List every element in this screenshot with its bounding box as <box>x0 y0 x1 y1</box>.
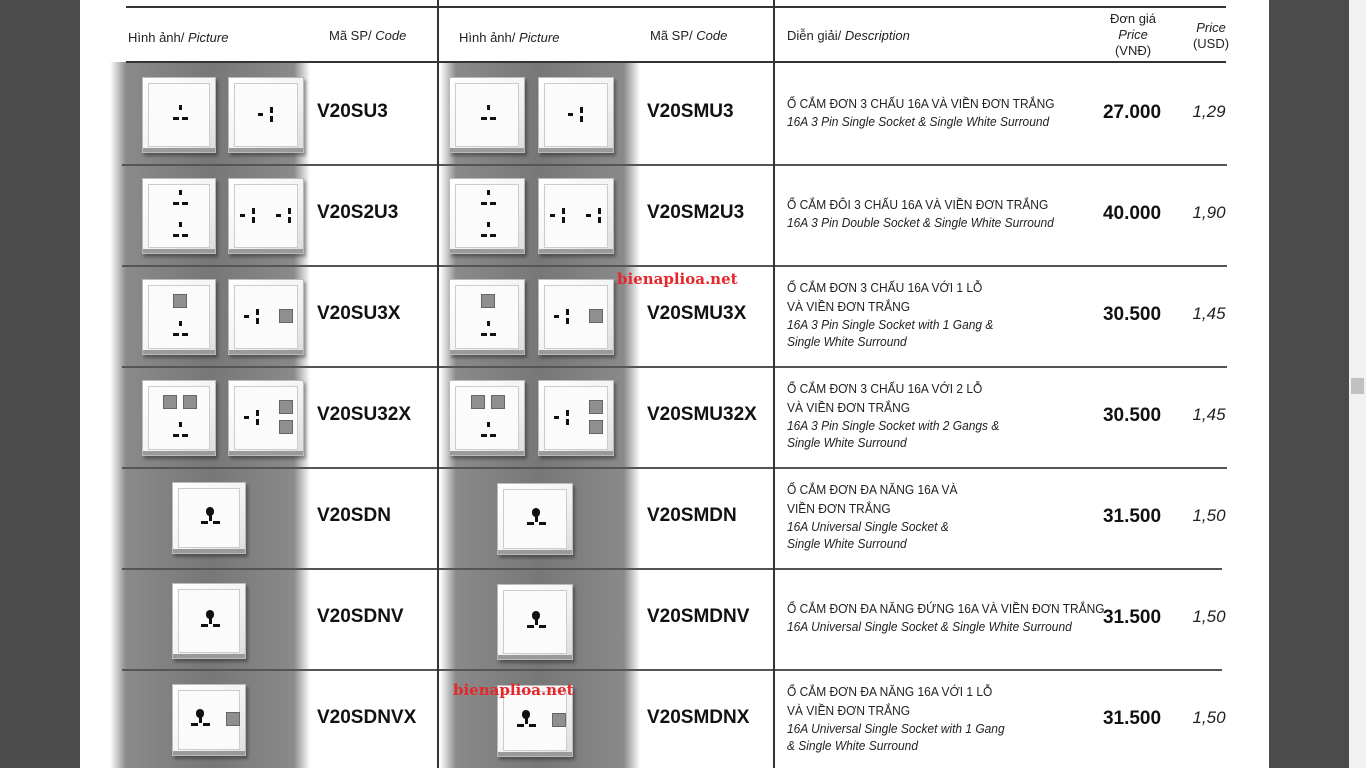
socket-pin <box>179 422 182 427</box>
divider-1 <box>437 0 439 768</box>
price-usd: 1,90 <box>1192 202 1226 222</box>
socket-pin <box>490 117 496 120</box>
description-vi-line: Ổ CẮM ĐƠN 3 CHẤU 16A VỚI 1 LỖ <box>787 279 983 295</box>
gang-slot <box>173 294 187 308</box>
socket-pin <box>276 214 281 217</box>
price-usd: 1,50 <box>1192 606 1226 626</box>
plate-edge <box>450 249 524 253</box>
socket-pin <box>487 190 490 195</box>
description-vi-line: VÀ VIỀN ĐƠN TRẮNG <box>787 399 911 415</box>
price-usd: 1,45 <box>1192 404 1226 424</box>
socket-pin <box>535 515 538 522</box>
product-description <box>787 278 993 350</box>
price-usd: 1,50 <box>1192 505 1226 525</box>
plate-edge <box>173 751 245 755</box>
row-rule <box>122 669 1222 671</box>
plate-edge <box>498 655 572 659</box>
plate-edge <box>539 148 613 152</box>
gang-slot <box>279 309 293 323</box>
plate-frame <box>234 83 298 147</box>
plate-edge <box>498 550 572 554</box>
product-code-a: V20SDNV <box>317 605 404 627</box>
socket-pin <box>179 222 182 227</box>
socket-pin <box>554 315 559 318</box>
socket-pin <box>252 208 255 214</box>
price-usd: 1,50 <box>1192 707 1226 727</box>
description-en-line: Single White Surround <box>787 434 907 450</box>
socket-pin <box>213 521 220 524</box>
socket-pin <box>517 724 524 727</box>
socket-pin <box>173 117 179 120</box>
plate-edge <box>450 148 524 152</box>
product-code-b: V20SMU3X <box>647 302 747 324</box>
socket-pin <box>481 117 487 120</box>
description-en-line: & Single White Surround <box>787 737 918 753</box>
socket-pin <box>481 333 487 336</box>
socket-plate-image <box>538 77 614 153</box>
socket-plate-image <box>172 482 246 554</box>
document-page <box>80 0 1269 768</box>
socket-pin <box>566 419 569 425</box>
divider-2 <box>773 0 775 768</box>
socket-pin <box>487 105 490 110</box>
socket-pin <box>182 117 188 120</box>
product-code-a: V20SDNVX <box>317 706 417 728</box>
socket-pin <box>240 214 245 217</box>
socket-pin <box>179 105 182 110</box>
header-code-a: Mã SP/ Code <box>329 28 407 43</box>
socket-pin <box>487 222 490 227</box>
product-description <box>787 195 1054 231</box>
plate-edge <box>539 249 613 253</box>
price-vnd: 31.500 <box>1102 707 1162 729</box>
gang-slot <box>279 420 293 434</box>
socket-pin <box>182 333 188 336</box>
socket-pin <box>288 208 291 214</box>
product-description <box>787 480 957 552</box>
socket-pin <box>256 318 259 324</box>
socket-pin <box>562 208 565 214</box>
product-description <box>787 599 1105 635</box>
socket-pin <box>529 724 536 727</box>
product-code-a: V20S2U3 <box>317 201 399 223</box>
socket-plate-image <box>172 583 246 659</box>
plate-edge <box>498 752 572 756</box>
socket-pin <box>182 234 188 237</box>
socket-plate-image <box>228 279 304 355</box>
socket-plate-image <box>449 178 525 254</box>
plate-edge <box>229 148 303 152</box>
description-vi-line: VIỀN ĐƠN TRẮNG <box>787 500 891 516</box>
plate-frame <box>544 83 608 147</box>
socket-pin <box>173 434 179 437</box>
socket-pin <box>586 214 591 217</box>
socket-pin <box>191 723 198 726</box>
socket-pin <box>481 234 487 237</box>
socket-plate-image <box>172 684 246 756</box>
description-vi-line: VÀ VIỀN ĐƠN TRẮNG <box>787 298 911 314</box>
gang-slot <box>279 400 293 414</box>
product-code-b: V20SMDN <box>647 504 737 526</box>
socket-plate-image <box>497 483 573 555</box>
socket-pin <box>566 318 569 324</box>
socket-pin <box>580 107 583 113</box>
socket-plate-image <box>142 279 216 355</box>
socket-plate-image <box>449 279 525 355</box>
watermark-1: bienaplioa.net <box>617 270 738 288</box>
product-code-a: V20SU3 <box>317 100 388 122</box>
plate-edge <box>143 350 215 354</box>
price-usd: 1,29 <box>1192 101 1226 121</box>
plate-frame <box>148 83 210 147</box>
row-rule <box>122 467 1227 469</box>
header-rule <box>126 61 1226 63</box>
description-vi-line: Ổ CẮM ĐƠN ĐA NĂNG ĐỨNG 16A VÀ VIỀN ĐƠN TRẮNG <box>787 600 1105 616</box>
plate-edge <box>539 451 613 455</box>
socket-pin <box>598 208 601 214</box>
socket-pin <box>490 434 496 437</box>
price-vnd: 27.000 <box>1102 101 1162 123</box>
socket-pin <box>244 315 249 318</box>
header-code-b: Mã SP/ Code <box>650 28 728 43</box>
price-vnd: 31.500 <box>1102 606 1162 628</box>
top-rule <box>126 6 1226 8</box>
gang-slot <box>589 400 603 414</box>
product-code-a: V20SDN <box>317 504 391 526</box>
scrollbar-thumb[interactable] <box>1351 378 1364 394</box>
socket-plate-image <box>228 77 304 153</box>
socket-pin <box>213 624 220 627</box>
socket-pin <box>490 202 496 205</box>
product-code-b: V20SMDNV <box>647 605 750 627</box>
price-vnd: 31.500 <box>1102 505 1162 527</box>
socket-pin <box>256 410 259 416</box>
product-description <box>787 682 1005 754</box>
description-vi-line: VÀ VIỀN ĐƠN TRẮNG <box>787 702 911 718</box>
description-en-line: 16A Universal Single Socket with 1 Gang <box>787 720 1005 736</box>
description-vi-line: Ổ CẮM ĐƠN ĐA NĂNG 16A VỚI 1 LỖ <box>787 683 993 699</box>
socket-pin <box>256 419 259 425</box>
description-en-line: 16A Universal Single Socket & Single White Surround <box>787 618 1072 634</box>
plate-edge <box>229 350 303 354</box>
description-vi-line: Ổ CẮM ĐƠN ĐA NĂNG 16A VÀ <box>787 481 958 497</box>
product-code-a: V20SU32X <box>317 403 412 425</box>
socket-pin <box>182 434 188 437</box>
product-code-b: V20SM2U3 <box>647 201 745 223</box>
socket-pin <box>539 625 546 628</box>
plate-frame <box>148 386 210 450</box>
plate-edge <box>143 451 215 455</box>
socket-plate-image <box>142 77 216 153</box>
socket-pin <box>252 217 255 223</box>
watermark-2: bienaplioa.net <box>453 681 574 699</box>
gang-slot <box>552 713 566 727</box>
socket-plate-image <box>142 380 216 456</box>
description-vi-line: Ổ CẮM ĐƠN 3 CHẤU 16A VÀ VIỀN ĐƠN TRẮNG <box>787 95 1055 111</box>
description-en-line: 16A 3 Pin Double Socket & Single White Surround <box>787 214 1054 230</box>
row-rule <box>122 164 1227 166</box>
price-vnd: 30.500 <box>1102 404 1162 426</box>
plate-edge <box>450 350 524 354</box>
gang-slot <box>471 395 485 409</box>
gang-slot <box>481 294 495 308</box>
socket-pin <box>598 217 601 223</box>
socket-pin <box>270 116 273 122</box>
socket-pin <box>525 717 528 724</box>
header-price-usd: Price (USD) <box>1192 20 1230 51</box>
socket-pin <box>270 107 273 113</box>
socket-pin <box>535 618 538 625</box>
gang-slot <box>491 395 505 409</box>
socket-pin <box>199 716 202 723</box>
socket-pin <box>487 422 490 427</box>
socket-plate-image <box>228 178 304 254</box>
header-description: Diễn giải/ Description <box>787 28 910 43</box>
price-usd: 1,45 <box>1192 303 1226 323</box>
socket-pin <box>209 514 212 521</box>
product-code-b: V20SMU32X <box>647 403 757 425</box>
socket-pin <box>288 217 291 223</box>
description-en-line: 16A 3 Pin Single Socket & Single White Surround <box>787 113 1050 129</box>
socket-pin <box>258 113 263 116</box>
header-picture-b: Hình ảnh/ Picture <box>459 30 560 45</box>
row-rule <box>122 568 1222 570</box>
socket-pin <box>562 217 565 223</box>
socket-plate-image <box>497 584 573 660</box>
socket-pin <box>173 333 179 336</box>
price-vnd: 40.000 <box>1102 202 1162 224</box>
socket-pin <box>568 113 573 116</box>
header-picture-a: Hình ảnh/ Picture <box>128 30 229 45</box>
gang-slot <box>589 420 603 434</box>
description-vi-line: Ổ CẮM ĐÔI 3 CHẤU 16A VÀ VIỀN ĐƠN TRẮNG <box>787 196 1049 212</box>
socket-pin <box>244 416 249 419</box>
socket-pin <box>179 321 182 326</box>
plate-edge <box>173 654 245 658</box>
description-vi-line: Ổ CẮM ĐƠN 3 CHẤU 16A VỚI 2 LỖ <box>787 380 983 396</box>
socket-pin <box>550 214 555 217</box>
product-code-b: V20SMU3 <box>647 100 734 122</box>
socket-pin <box>173 202 179 205</box>
price-vnd: 30.500 <box>1102 303 1162 325</box>
socket-plate-image <box>142 178 216 254</box>
gang-slot <box>589 309 603 323</box>
socket-pin <box>481 434 487 437</box>
socket-plate-image <box>449 380 525 456</box>
product-description <box>787 94 1055 130</box>
product-code-a: V20SU3X <box>317 302 401 324</box>
row-rule <box>122 265 1227 267</box>
product-description <box>787 379 999 451</box>
plate-edge <box>539 350 613 354</box>
socket-plate-image <box>228 380 304 456</box>
plate-edge <box>143 148 215 152</box>
description-en-line: 16A 3 Pin Single Socket with 2 Gangs & <box>787 417 1000 433</box>
plate-edge <box>229 451 303 455</box>
socket-pin <box>554 416 559 419</box>
socket-pin <box>490 333 496 336</box>
description-en-line: 16A 3 Pin Single Socket with 1 Gang & <box>787 316 994 332</box>
description-en-line: Single White Surround <box>787 535 907 551</box>
socket-pin <box>527 625 534 628</box>
socket-pin <box>256 309 259 315</box>
plate-edge <box>173 549 245 553</box>
description-en-line: Single White Surround <box>787 333 907 349</box>
socket-pin <box>487 321 490 326</box>
gang-slot <box>183 395 197 409</box>
socket-pin <box>566 410 569 416</box>
socket-pin <box>527 522 534 525</box>
plate-edge <box>143 249 215 253</box>
socket-pin <box>481 202 487 205</box>
socket-pin <box>182 202 188 205</box>
product-code-b: V20SMDNX <box>647 706 750 728</box>
gang-slot <box>226 712 240 726</box>
header-price-vnd: Đơn giá Price (VNĐ) <box>1109 11 1157 58</box>
socket-pin <box>580 116 583 122</box>
description-en-line: 16A Universal Single Socket & <box>787 518 949 534</box>
socket-pin <box>539 522 546 525</box>
plate-frame <box>455 83 519 147</box>
socket-pin <box>566 309 569 315</box>
socket-plate-image <box>538 279 614 355</box>
scroll-up-arrow-icon[interactable] <box>1349 0 1366 17</box>
socket-pin <box>203 723 210 726</box>
socket-pin <box>209 617 212 624</box>
plate-edge <box>450 451 524 455</box>
plate-frame <box>455 386 519 450</box>
row-rule <box>122 366 1227 368</box>
socket-pin <box>201 521 208 524</box>
socket-plate-image <box>538 380 614 456</box>
plate-edge <box>229 249 303 253</box>
socket-pin <box>179 190 182 195</box>
socket-pin <box>201 624 208 627</box>
socket-plate-image <box>449 77 525 153</box>
socket-plate-image <box>538 178 614 254</box>
gang-slot <box>163 395 177 409</box>
socket-pin <box>490 234 496 237</box>
socket-pin <box>173 234 179 237</box>
